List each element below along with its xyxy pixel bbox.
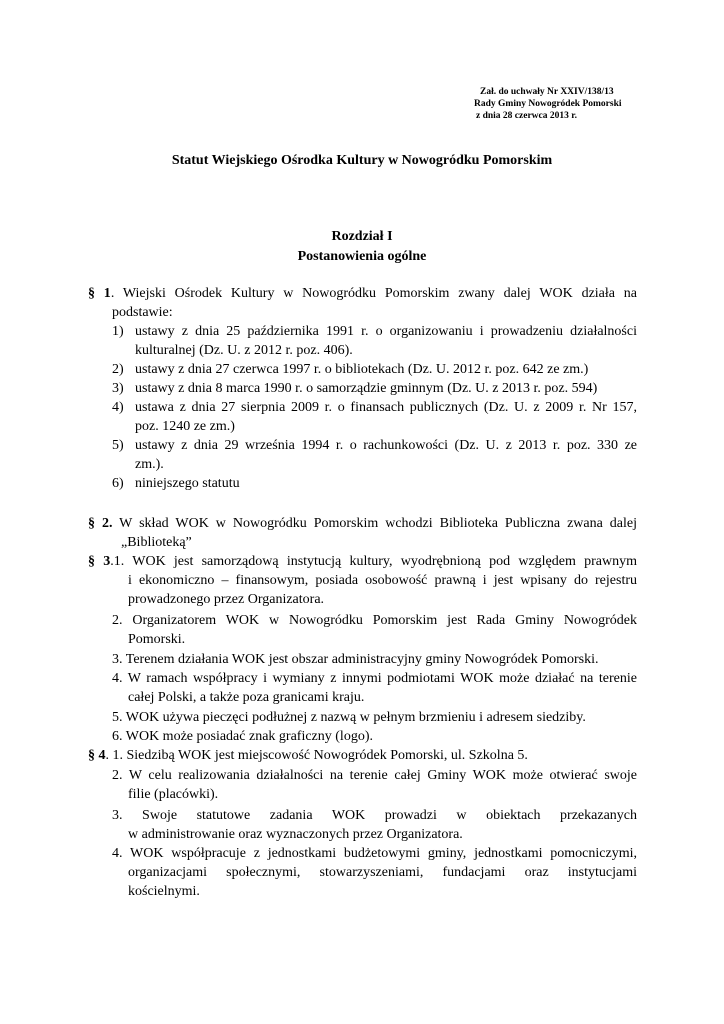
annotation-line: z dnia 28 czerwca 2013 r. <box>476 111 577 121</box>
paragraph-mark: § 3 <box>88 554 111 569</box>
paragraph-4-item: 2. W celu realizowania działalności na terenie całej Gminy WOK może otwierać swoje <box>112 768 637 783</box>
paragraph-3-item: całej Polski, a także poza granicami kraju. <box>128 690 365 705</box>
paragraph-3-line: i ekonomiczno – finansowym, posiada osobowość prawną i jest wpisany do rejestru <box>128 573 637 588</box>
list-item-text: ustawa z dnia 27 sierpnia 2009 r. o finansach publicznych (Dz. U. z 2009 r. Nr 157, <box>135 400 637 415</box>
paragraph-mark: § 2. <box>88 516 113 531</box>
paragraph-3-item: 3. Terenem działania WOK jest obszar administracyjny gminy Nowogródek Pomorski. <box>112 652 599 667</box>
paragraph-1-line: podstawie: <box>112 305 173 320</box>
list-item-text: poz. 1240 ze zm.) <box>135 419 235 434</box>
list-item-number: 5) <box>112 438 124 453</box>
list-item-text: ustawy z dnia 25 października 1991 r. o organizowaniu i prowadzeniu działalności <box>135 324 637 339</box>
list-item-text: ustawy z dnia 8 marca 1990 r. o samorządzie gminnym (Dz. U. z 2013 r. poz. 594) <box>135 381 598 396</box>
paragraph-mark: § 1 <box>88 286 111 301</box>
resolution-annotation <box>474 86 622 122</box>
chapter-heading <box>0 227 724 267</box>
chapter-name: Postanowienia ogólne <box>297 249 427 264</box>
chapter-number: Rozdział I <box>331 229 393 244</box>
paragraph-mark: § 4 <box>88 748 106 763</box>
annotation-line: Rady Gminy Nowogródek Pomorski <box>474 99 622 109</box>
list-item-text: ustawy z dnia 29 września 1994 r. o rachunkowości (Dz. U. z 2013 r. poz. 330 ze <box>135 438 637 453</box>
paragraph-3-item: 5. WOK używa pieczęci podłużnej z nazwą w pełnym brzmieniu i adresem siedziby. <box>112 710 586 725</box>
paragraph-3-item: Pomorski. <box>128 632 186 647</box>
list-item-number: 4) <box>112 400 124 415</box>
list-item-text: ustawy z dnia 27 czerwca 1997 r. o bibliotekach (Dz. U. 2012 r. poz. 642 ze zm.) <box>135 362 589 377</box>
annotation-line: Zał. do uchwały Nr XXIV/138/13 <box>480 87 614 97</box>
paragraph-4-item: 4. WOK współpracuje z jednostkami budżetowymi gminy, jednostkami pomocniczymi, <box>112 846 637 861</box>
list-item-text: kulturalnej (Dz. U. z 2012 r. poz. 406). <box>135 343 353 358</box>
paragraph-4-item: 3. Swoje statutowe zadania WOK prowadzi w obiektach przekazanych <box>112 808 637 823</box>
list-item-text: niniejszego statutu <box>135 476 240 491</box>
paragraph-4-item: w administrowanie oraz wyznaczonych przez Organizatora. <box>128 827 463 842</box>
list-item-number: 2) <box>112 362 124 377</box>
paragraph-3-line: § 3.1. WOK jest samorządową instytucją kultury, wyodrębnioną pod względem prawnym <box>88 554 637 569</box>
paragraph-4-item: kościelnymi. <box>128 884 200 899</box>
list-item-text: zm.). <box>135 457 164 472</box>
document-title: Statut Wiejskiego Ośrodka Kultury w Nowogródku Pomorskim <box>171 153 553 168</box>
paragraph-1-line: § 1. Wiejski Ośrodek Kultury w Nowogródku Pomorskim zwany dalej WOK działa na <box>88 286 638 301</box>
list-item-number: 3) <box>112 381 124 396</box>
paragraph-3-item: 4. W ramach współpracy i wymiany z innymi podmiotami WOK może działać na terenie <box>112 671 637 686</box>
paragraph-2-line: „Biblioteką” <box>121 535 192 550</box>
paragraph-2-line: § 2. W skład WOK w Nowogródku Pomorskim wchodzi Biblioteka Publiczna zwana dalej <box>88 516 637 531</box>
paragraph-3-item: 6. WOK może posiadać znak graficzny (logo). <box>112 729 373 744</box>
paragraph-4-line: § 4. 1. Siedzibą WOK jest miejscowość Nowogródek Pomorski, ul. Szkolna 5. <box>88 748 528 763</box>
list-item-number: 6) <box>112 476 124 491</box>
paragraph-4-item: organizacjami społecznymi, stowarzyszeniami, fundacjami oraz instytucjami <box>128 865 637 880</box>
list-item-number: 1) <box>112 324 124 339</box>
paragraph-3-item: 2. Organizatorem WOK w Nowogródku Pomorskim jest Rada Gminy Nowogródek <box>112 613 637 628</box>
paragraph-3-line: prowadzonego przez Organizatora. <box>128 592 325 607</box>
paragraph-4-item: filie (placówki). <box>128 787 219 802</box>
